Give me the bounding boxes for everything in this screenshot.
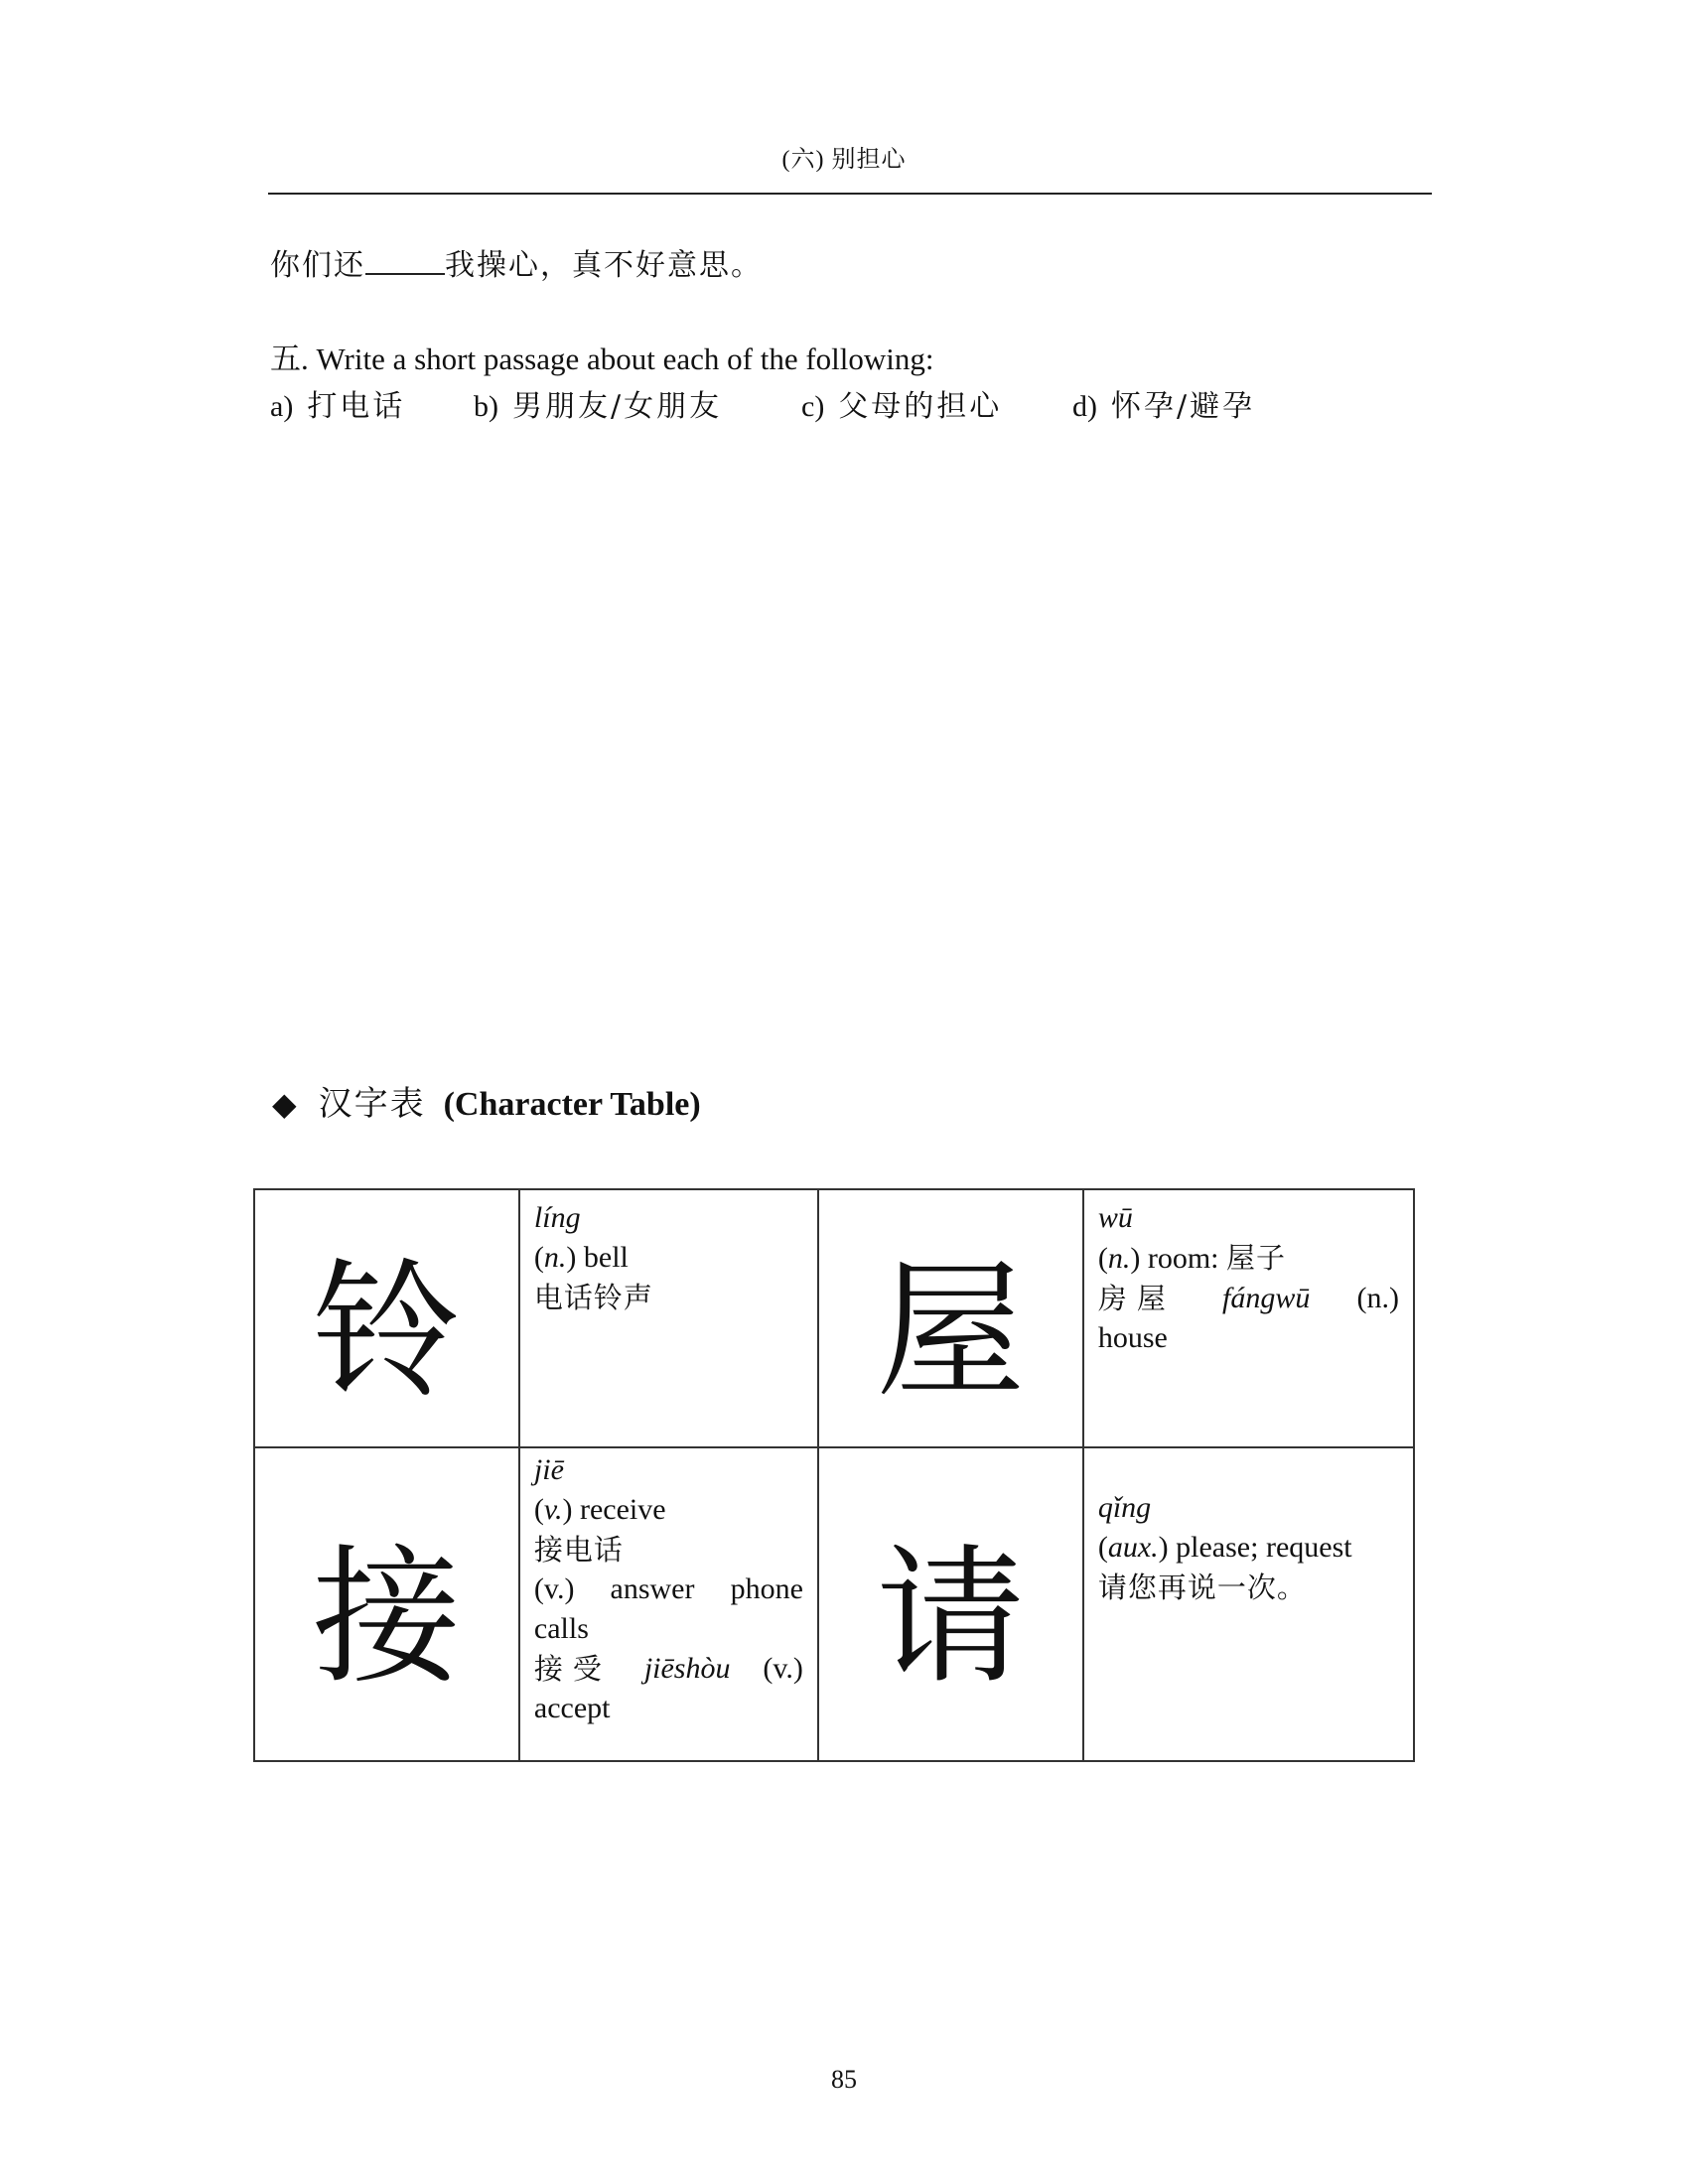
example-meaning-word: answer	[610, 1572, 695, 1605]
part-of-speech: aux.	[1107, 1531, 1159, 1564]
example-zh: 接电话	[533, 1533, 624, 1567]
compound-pinyin: jiēshòu	[643, 1652, 731, 1685]
part-of-speech: n.	[1107, 1242, 1131, 1275]
topic-letter: c)	[801, 390, 825, 423]
topic-text: 怀孕/避孕	[1111, 389, 1256, 424]
section-title-en: (Character Table)	[443, 1086, 701, 1123]
running-header: (六) 别担心	[781, 147, 907, 173]
definition: (n.) bell	[533, 1241, 629, 1274]
character-info	[519, 1189, 818, 1447]
compound-pos: (n.)	[1356, 1282, 1399, 1314]
compound-meaning: house	[1097, 1321, 1168, 1354]
topic-letter: d)	[1072, 390, 1097, 423]
page-number: 85	[831, 2065, 857, 2094]
compound-line	[1098, 1279, 1399, 1318]
example-zh: 电话铃声	[533, 1281, 653, 1314]
compound-zh: 房屋	[1097, 1282, 1176, 1315]
topic-text: 打电话	[307, 389, 406, 424]
definition: (n.) room: 屋子	[1097, 1241, 1287, 1275]
character-glyph: 接	[254, 1447, 519, 1761]
example-zh: 请您再说一次。	[1097, 1570, 1307, 1604]
section-title-zh: 汉字表	[318, 1084, 426, 1124]
sentence-start: 你们还	[270, 248, 365, 283]
character-glyph: 屋	[818, 1189, 1083, 1447]
meaning-zh: 屋子	[1226, 1241, 1287, 1275]
answer-blank[interactable]	[365, 249, 445, 275]
topic-letter: b)	[474, 390, 498, 423]
topic-text: 父母的担心	[838, 389, 1003, 424]
exercise-heading: 五. Write a short passage about each of the following:	[270, 341, 934, 376]
topic-text: 男朋友/女朋友	[512, 389, 723, 424]
topic-item	[801, 381, 1002, 425]
topic-letter: a)	[270, 390, 294, 423]
fill-in-sentence	[270, 240, 763, 284]
compound-pos: (v.)	[763, 1652, 803, 1685]
example-meaning-word: phone	[730, 1572, 803, 1605]
topic-item	[474, 381, 722, 425]
meaning: receive	[580, 1493, 666, 1526]
definition: (aux.) please; request	[1097, 1531, 1352, 1564]
pinyin: jiē	[533, 1453, 564, 1486]
compound-meaning: accept	[533, 1692, 611, 1724]
part-of-speech: n.	[543, 1241, 567, 1274]
meaning: please; request	[1176, 1531, 1352, 1564]
table-row	[254, 1189, 1414, 1447]
section-title	[272, 1076, 701, 1125]
character-info	[1083, 1189, 1414, 1447]
diamond-bullet-icon: ◆	[272, 1086, 297, 1122]
meaning: room:	[1147, 1242, 1219, 1275]
topic-item	[270, 381, 405, 425]
pinyin: wū	[1097, 1201, 1133, 1234]
character-glyph: 铃	[254, 1189, 519, 1447]
character-glyph: 请	[818, 1447, 1083, 1761]
compound-line	[534, 1649, 803, 1689]
meaning: bell	[583, 1241, 629, 1274]
pinyin: líng	[533, 1201, 581, 1234]
definition: (v.) receive	[533, 1493, 666, 1526]
character-table	[253, 1188, 1415, 1762]
pinyin: qǐng	[1097, 1491, 1152, 1524]
part-of-speech: v.	[543, 1493, 563, 1526]
table-row	[254, 1447, 1414, 1761]
compound-pinyin: fángwū	[1222, 1282, 1311, 1314]
character-info	[1083, 1447, 1414, 1761]
character-info	[519, 1447, 818, 1761]
example-meaning-word: calls	[533, 1612, 589, 1645]
header-rule	[268, 193, 1432, 195]
topic-item	[1072, 381, 1255, 425]
sentence-end: 我操心，真不好意思。	[445, 248, 763, 283]
example-pos: (v.)	[533, 1572, 575, 1605]
compound-zh: 接受	[533, 1652, 612, 1686]
example-meaning-line	[534, 1570, 803, 1609]
